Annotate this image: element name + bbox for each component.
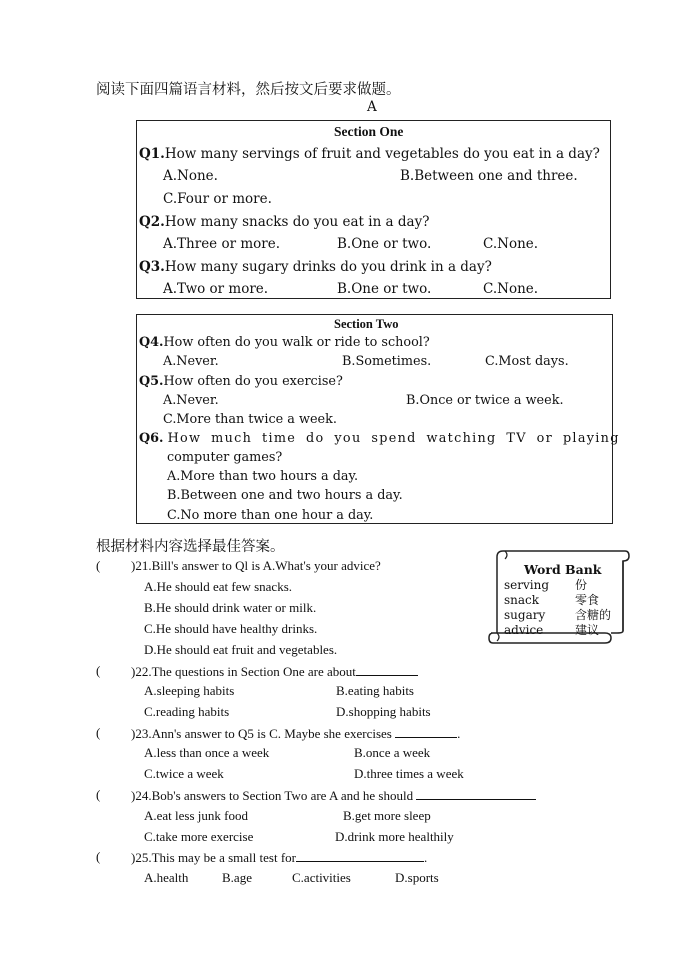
q23-stem: )23.Ann's answer to Q5 is C. Maybe she exercises . xyxy=(131,726,461,741)
q24-stem xyxy=(131,787,536,804)
q6-number: Q6. xyxy=(139,431,164,446)
q24-option-a: A.eat less junk food xyxy=(144,808,248,823)
q25-option-b: B.age xyxy=(222,870,252,885)
q21-option-d: D.He should eat fruit and vegetables. xyxy=(144,642,338,657)
word-bank-list xyxy=(504,578,611,638)
q3-text: How many sugary drinks do you drink in a day? xyxy=(164,259,492,275)
q23-option-b: B.once a week xyxy=(354,745,431,760)
q22-stem xyxy=(131,663,418,680)
q22-option-b: B.eating habits xyxy=(336,683,414,698)
q5-option-b: B.Once or twice a week. xyxy=(406,393,564,408)
q1-option-c: C.Four or more. xyxy=(163,191,272,207)
q25-answer-blank[interactable] xyxy=(296,849,424,862)
q2-option-b: B.One or two. xyxy=(337,236,432,252)
q23-option-d: D.three times a week xyxy=(354,766,464,781)
q22-answer-blank[interactable] xyxy=(356,663,418,676)
q3-number: Q3. xyxy=(139,259,165,275)
q2-option-a: A.Three or more. xyxy=(163,236,280,252)
word-en: advice xyxy=(504,623,544,637)
word-bank-entry xyxy=(504,578,611,593)
q23-paren: ( xyxy=(96,725,101,740)
q6-option-c: C.No more than one hour a day. xyxy=(167,508,374,523)
q25-option-c: C.activities xyxy=(292,870,351,885)
q22-option-d: D.shopping habits xyxy=(336,704,431,719)
q4-option-c: C.Most days. xyxy=(485,354,569,369)
q23-answer-blank[interactable] xyxy=(395,725,457,738)
q21-paren: ( xyxy=(96,558,101,573)
q24-paren: ( xyxy=(96,787,101,802)
q25-stem: )25.This may be a small test for . xyxy=(131,850,428,865)
q24-answer-blank[interactable] xyxy=(416,787,536,800)
q4-number: Q4. xyxy=(139,335,164,350)
q1-question xyxy=(139,146,600,162)
q2-text: How many snacks do you eat in a day? xyxy=(164,214,430,230)
q1-option-b: B.Between one and three. xyxy=(400,168,578,184)
intro-text: 阅读下面四篇语言材料，然后按文后要求做题。 xyxy=(96,82,401,98)
q21-option-b: B.He should drink water or milk. xyxy=(144,600,317,615)
q3-option-a: A.Two or more. xyxy=(163,281,269,297)
q4-question xyxy=(139,335,430,350)
q5-text: How often do you exercise? xyxy=(163,374,343,389)
q25-paren: ( xyxy=(96,849,101,864)
q24-option-d: D.drink more healthily xyxy=(335,829,454,844)
q21-stem: )21.Bill's answer to Ql is A.What's your advice? xyxy=(131,558,381,573)
q4-option-b: B.Sometimes. xyxy=(342,354,432,369)
q6-option-a: A.More than two hours a day. xyxy=(167,469,359,484)
word-bank-entry xyxy=(504,593,611,608)
q25-option-a: A.health xyxy=(144,870,189,885)
q1-number: Q1. xyxy=(139,146,165,162)
passage-label: A xyxy=(367,99,377,115)
word-bank-entry xyxy=(504,623,611,638)
q1-option-a: A.None. xyxy=(163,168,218,184)
word-bank-entry xyxy=(504,608,611,623)
q5-question xyxy=(139,374,343,389)
q24-option-c: C.take more exercise xyxy=(144,829,254,844)
q6-question xyxy=(139,431,620,446)
q3-question xyxy=(139,259,492,275)
q23-option-a: A.less than once a week xyxy=(144,745,270,760)
word-zh: 零食 xyxy=(575,593,600,607)
q2-option-c: C.None. xyxy=(483,236,539,252)
section-two-title: Section Two xyxy=(334,317,399,331)
q3-option-b: B.One or two. xyxy=(337,281,432,297)
q22-paren: ( xyxy=(96,663,101,678)
q25-option-d: D.sports xyxy=(395,870,439,885)
q25-stem-text: )25.This may be a small test for xyxy=(131,850,296,865)
q21-option-c: C.He should have healthy drinks. xyxy=(144,621,318,636)
q1-text: How many servings of fruit and vegetables do you eat in a day? xyxy=(164,146,600,162)
word-zh: 建议 xyxy=(575,623,600,637)
word-en: serving xyxy=(504,578,550,592)
q3-option-c: C.None. xyxy=(483,281,539,297)
q6-text-line1: How much time do you spend watching TV or playing xyxy=(167,431,620,446)
section-one-title: Section One xyxy=(334,124,404,139)
word-zh: 含糖的 xyxy=(575,608,612,622)
q22-option-c: C.reading habits xyxy=(144,704,230,719)
word-en: sugary xyxy=(504,608,546,622)
q4-text: How often do you walk or ride to school? xyxy=(163,335,430,350)
word-zh: 份 xyxy=(575,578,588,592)
word-en: snack xyxy=(504,593,540,607)
q6-text-line2: computer games? xyxy=(167,450,283,465)
word-bank-title: Word Bank xyxy=(524,562,602,577)
q22-option-a: A.sleeping habits xyxy=(144,683,235,698)
q6-option-b: B.Between one and two hours a day. xyxy=(167,488,403,503)
q24-option-b: B.get more sleep xyxy=(343,808,431,823)
q21-option-a: A.He should eat few snacks. xyxy=(144,579,293,594)
q23-option-c: C.twice a week xyxy=(144,766,224,781)
q2-number: Q2. xyxy=(139,214,165,230)
instruction-text: 根据材料内容选择最佳答案。 xyxy=(96,539,285,555)
q23-stem-text: )23.Ann's answer to Q5 is C. Maybe she exercises xyxy=(131,726,392,741)
q22-stem-text: )22.The questions in Section One are about xyxy=(131,664,356,679)
q2-question xyxy=(139,214,429,230)
q5-option-c: C.More than twice a week. xyxy=(163,412,337,427)
q5-number: Q5. xyxy=(139,374,164,389)
q4-option-a: A.Never. xyxy=(163,354,219,369)
q5-option-a: A.Never. xyxy=(163,393,219,408)
q24-stem-text: )24.Bob's answers to Section Two are A and he should xyxy=(131,788,414,803)
